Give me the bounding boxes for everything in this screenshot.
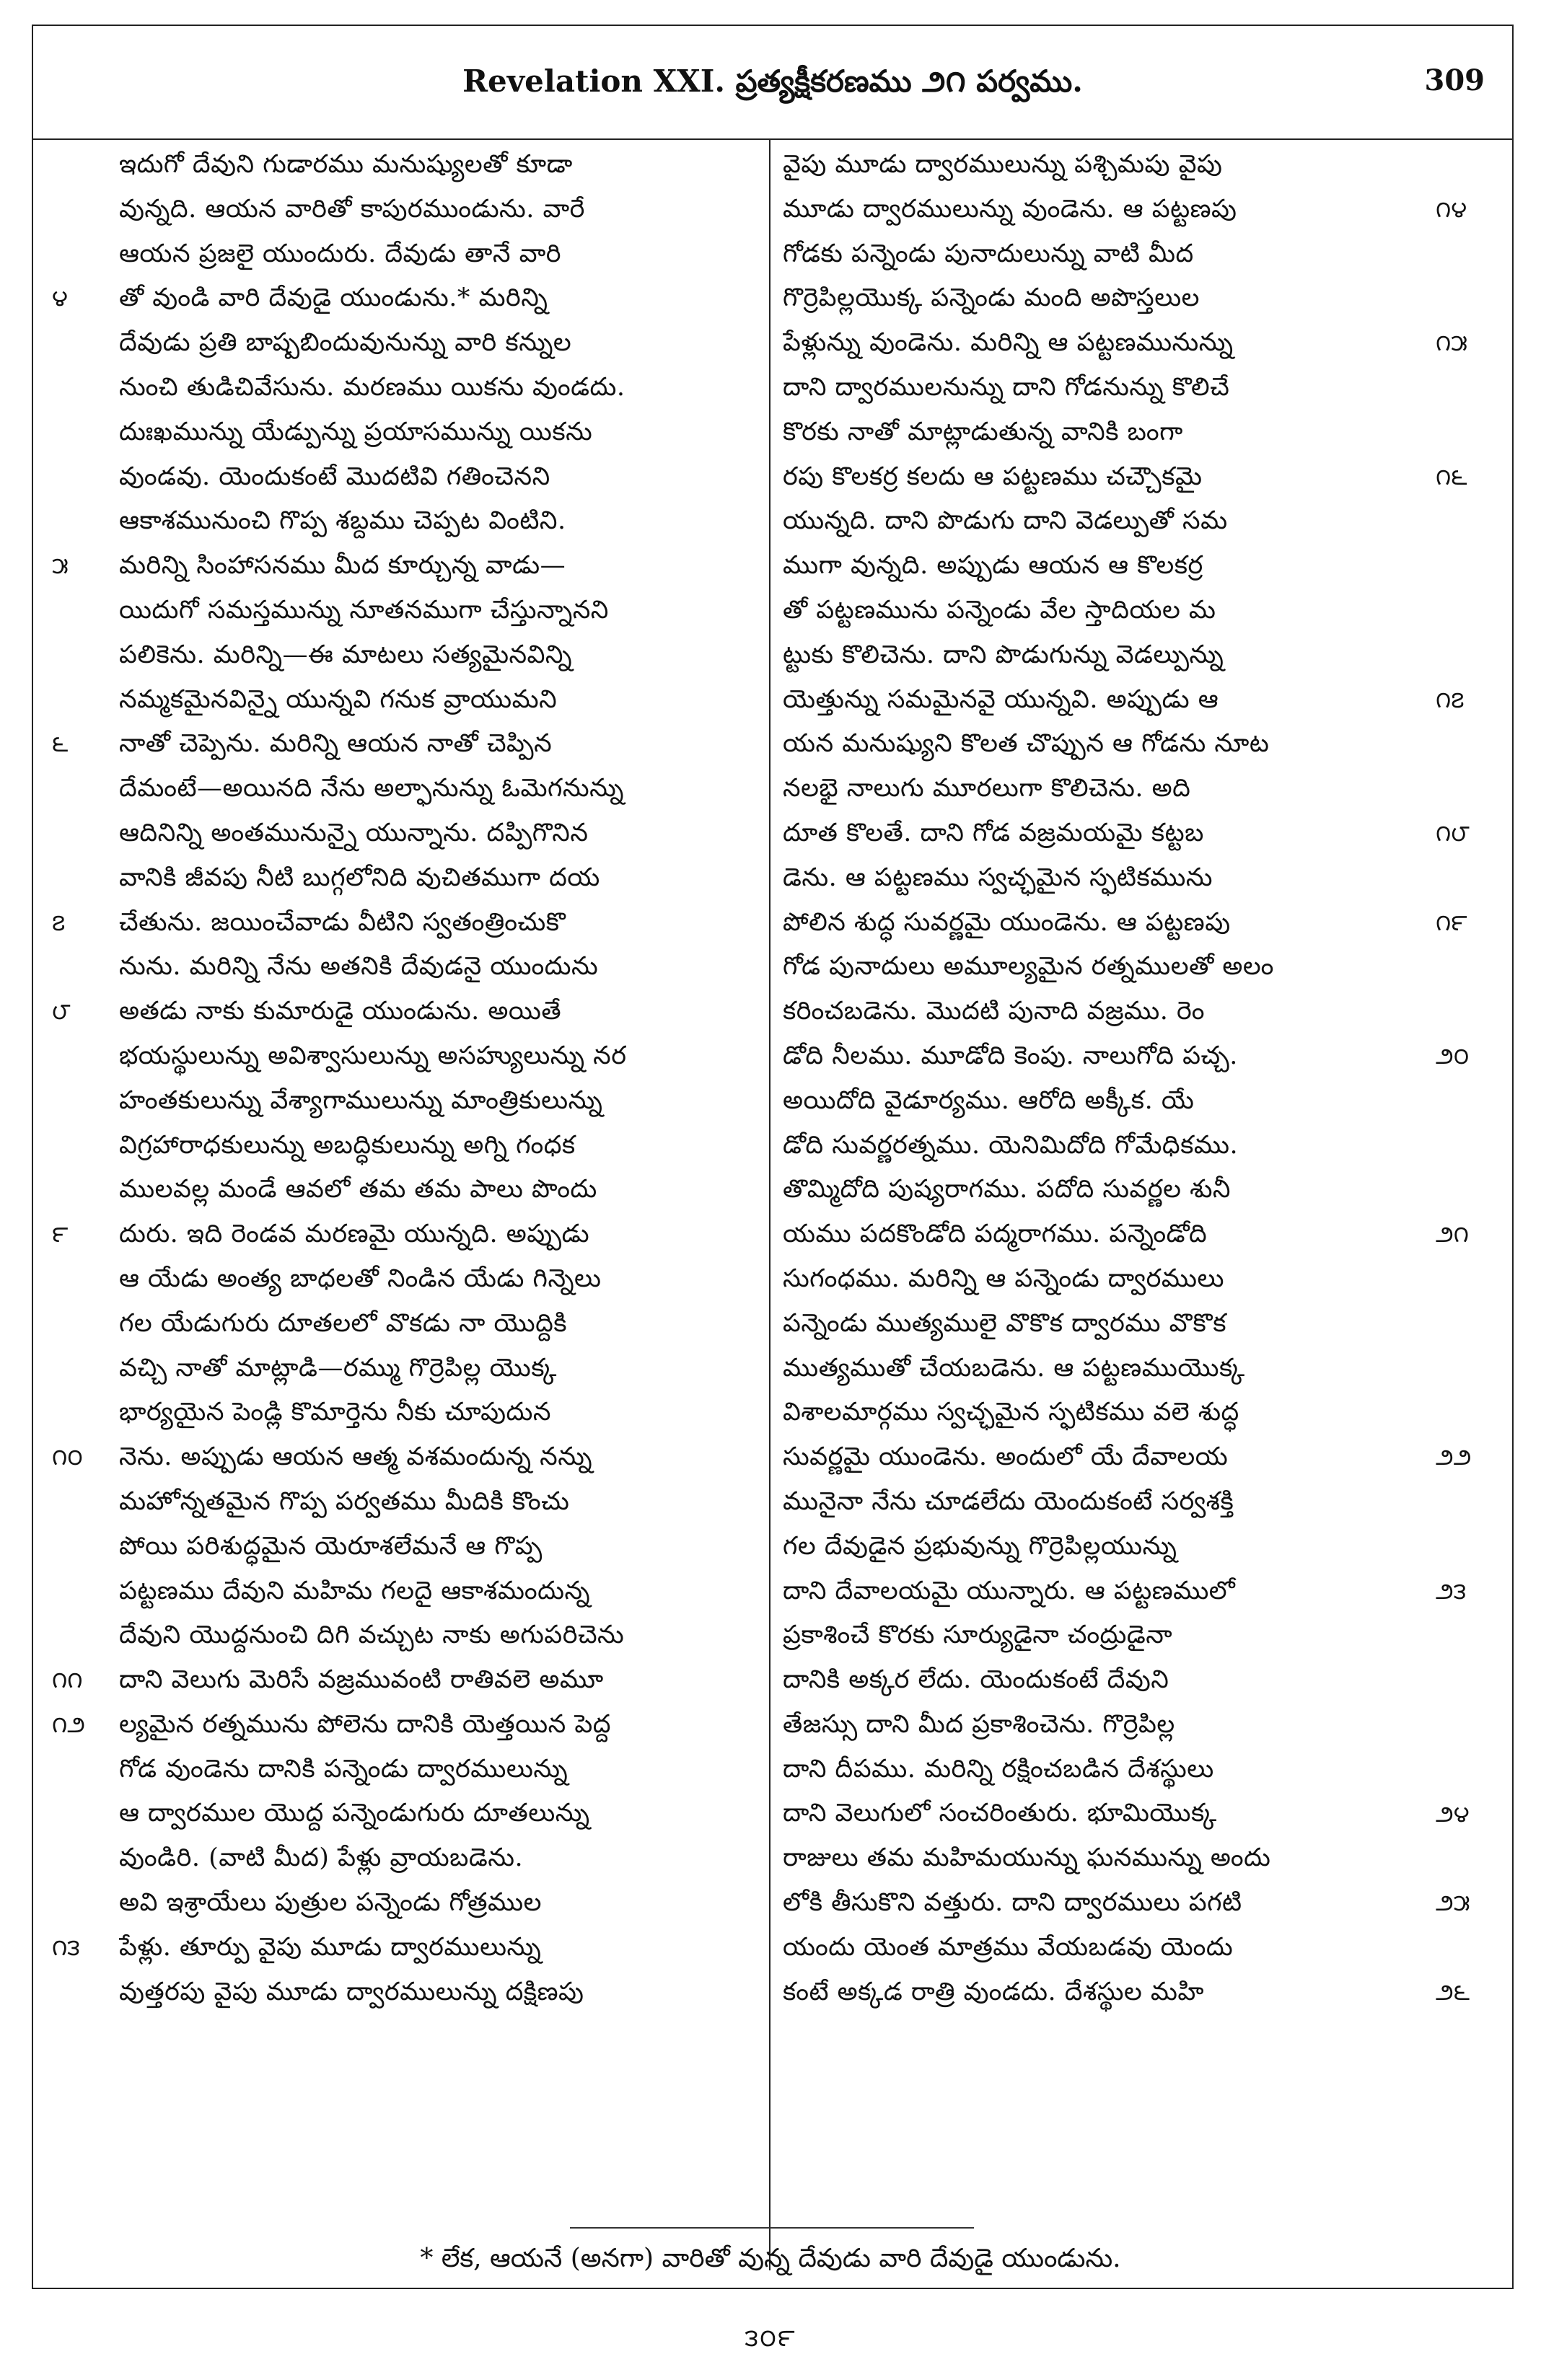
text-line: దేవుని యొద్దనుంచి దిగి వచ్చుట నాకు అగుపరిచెను — [119, 1621, 625, 1650]
text-line: ఆయన ప్రజలై యుందురు. దేవుడు తానే వారి — [119, 239, 562, 268]
verse-number: ౧౬ — [1436, 462, 1467, 490]
text-line: లోకి తీసుకొని వత్తురు. దాని ద్వారములు పగటి — [783, 1888, 1242, 1918]
text-line: యున్నది. దాని పొడుగు దాని వెడల్పుతో సమ — [783, 506, 1228, 536]
text-line: హంతకులున్ను వేశ్యాగాములున్ను మాంత్రికులున్ను — [119, 1085, 603, 1115]
text-line: కంటే అక్కడ రాత్రి వుండదు. దేశస్థుల మహి — [783, 1977, 1205, 2006]
text-line: ల్యమైన రత్నమును పోలెను దానికి యెత్తయిన పెద్ద — [119, 1709, 611, 1739]
verse-number: ౪ — [52, 284, 68, 312]
text-line: తో పట్టణమును పన్నెండు వేల స్తాదియల మ — [783, 595, 1216, 625]
verse-number: ౨౧ — [1436, 1220, 1470, 1248]
verse-number: ౮ — [52, 997, 71, 1026]
text-line: మూడు ద్వారములున్ను వుండెను. ఆ పట్టణపు — [783, 194, 1237, 224]
text-line: రపు కొలకర్ర కలదు ఆ పట్టణము చచ్చౌకమై — [783, 462, 1203, 491]
text-line: అవి ఇశ్రాయేలు పుత్రుల పన్నెండు గోత్రముల — [119, 1888, 542, 1918]
text-line: డెను. ఆ పట్టణము స్వచ్ఛమైన స్ఫటికమును — [783, 863, 1213, 892]
text-line: నును. మరిన్ని నేను అతనికి దేవుడనై యుందును — [119, 952, 599, 982]
footnote: * లేక, ఆయనే (అనగా) వారితో వున్న దేవుడు వారి దేవుడై యుండును. — [420, 2244, 1121, 2273]
text-line: విశాలమార్గము స్వచ్ఛమైన స్ఫటికము వలె శుద్ధ — [783, 1398, 1239, 1427]
text-line: వుండిరి. (వాటి మీద) పేళ్లు వ్రాయబడెను. — [119, 1843, 524, 1873]
text-line: గొర్రెపిల్లయొక్క పన్నెండు మంది అపొస్తలుల — [783, 283, 1200, 313]
text-line: దాని వెలుగులో సంచరింతురు. భూమియొక్క — [783, 1799, 1217, 1828]
text-line: డోది సువర్ణరత్నము. యెనిమిదోది గోమేధికము. — [783, 1130, 1239, 1160]
text-line: కరించబడెను. మొదటి పునాది వజ్రము. రెం — [783, 997, 1205, 1026]
text-line: దానికి అక్కర లేదు. యెందుకంటే దేవుని — [783, 1665, 1169, 1695]
text-line: దాని దేవాలయమై యున్నారు. ఆ పట్టణములో — [783, 1576, 1236, 1605]
text-line: దురు. ఇది రెండవ మరణమై యున్నది. అప్పుడు — [119, 1220, 590, 1249]
text-line: విగ్రహారాధకులున్ను అబద్ధికులున్ను అగ్ని గంధక — [119, 1130, 576, 1160]
verse-number: ౨౦ — [1436, 1042, 1470, 1070]
text-line: సువర్ణమై యుండెను. అందులో యే దేవాలయ — [783, 1442, 1229, 1472]
text-line: దాని వెలుగు మెరిసే వజ్రమువంటి రాతివలె అమూ — [119, 1665, 604, 1695]
verse-number: ౧౮ — [1436, 819, 1470, 847]
verse-number: ౧౯ — [1436, 908, 1467, 936]
text-line: భయస్థులున్ను అవిశ్వాసులున్ను అసహ్యులున్ను నర — [119, 1041, 627, 1070]
text-line: గల యేడుగురు దూతలలో వొకడు నా యొద్దికి — [119, 1308, 568, 1338]
text-line: నమ్మకమైనవిన్నై యున్నవి గనుక వ్రాయుమని — [119, 684, 558, 714]
text-line: ఇదుగో దేవుని గుడారము మనుష్యులతో కూడా — [119, 150, 573, 179]
text-line: యందు యెంత మాత్రము వేయబడవు యెందు — [783, 1932, 1234, 1962]
text-line: రాజులు తమ మహిమయున్ను ఘనమున్ను అందు — [783, 1843, 1271, 1873]
text-line: పోలిన శుద్ధ సువర్ణమై యుండెను. ఆ పట్టణపు — [783, 907, 1231, 937]
folio-signature: ౩౦౯ — [745, 2324, 796, 2353]
text-line: మహోన్నతమైన గొప్ప పర్వతము మీదికి కొంచు — [119, 1486, 570, 1516]
text-line: అయిదోది వైడూర్యము. ఆరోది అక్కీక. యే — [783, 1085, 1195, 1115]
text-line: ఆదినిన్ని అంతమునున్నై యున్నాను. దప్పిగొనిన — [119, 818, 589, 847]
text-line: నుంచి తుడిచివేసును. మరణము యికను వుండదు. — [119, 372, 625, 402]
page-number: 309 — [1424, 63, 1485, 97]
text-line: యిదుగో సమస్తమున్ను నూతనముగా చేస్తున్నానని — [119, 595, 609, 625]
text-line: దుఃఖమున్ను యేడ్పున్ను ప్రయాసమున్ను యికను — [119, 417, 593, 446]
text-line: మునైనా నేను చూడలేదు యెందుకంటే సర్వశక్తి — [783, 1486, 1234, 1516]
verse-number: ౭ — [52, 908, 66, 936]
text-line: ట్టుకు కొలిచెను. దాని పొడుగున్ను వెడల్పున్ను — [783, 640, 1224, 669]
text-line: గోడ వుండెను దానికి పన్నెండు ద్వారములున్ను — [119, 1754, 568, 1784]
text-line: పలికెను. మరిన్ని—ఈ మాటలు సత్యమైనవిన్ని — [119, 640, 572, 669]
text-line: వుండవు. యెందుకంటే మొదటివి గతించెనని — [119, 462, 550, 491]
text-line: ప్రకాశించే కొరకు సూర్యుడైనా చంద్రుడైనా — [783, 1621, 1173, 1650]
footnote-rule — [570, 2227, 974, 2229]
verse-number: ౨౨ — [1436, 1443, 1472, 1471]
verse-number: ౧౭ — [1436, 685, 1465, 713]
verse-number: ౧౦ — [52, 1443, 83, 1471]
verse-number: ౨౪ — [1436, 1799, 1470, 1828]
text-line: డోది నీలము. మూడోది కెంపు. నాలుగోది పచ్చ. — [783, 1041, 1238, 1070]
verse-number: ౯ — [52, 1220, 69, 1248]
text-line: వున్నది. ఆయన వారితో కాపురముండును. వారే — [119, 194, 585, 224]
text-line: గల దేవుడైన ప్రభువున్ను గొర్రెపిల్లయున్ను — [783, 1531, 1177, 1561]
text-line: దేమంటే—అయినది నేను అల్ఫానున్ను ఓమెగనున్ను — [119, 774, 624, 803]
header-rule — [32, 138, 1514, 140]
text-line: దాని దీపము. మరిన్ని రక్షించబడిన దేశస్థులు — [783, 1754, 1214, 1784]
text-line: పన్నెండు ముత్యములై వొకొక ద్వారము వొకొక — [783, 1308, 1226, 1338]
text-line: పోయి పరిశుద్ధమైన యెరూశలేమనే ఆ గొప్ప — [119, 1531, 543, 1561]
verse-number: ౫ — [52, 552, 69, 580]
text-line: వుత్తరపు వైపు మూడు ద్వారములున్ను దక్షిణపు — [119, 1977, 584, 2006]
text-line: వచ్చి నాతో మాట్లాడి—రమ్ము గొర్రెపిల్ల యొక్క — [119, 1353, 557, 1383]
text-line: దాని ద్వారములనున్ను దాని గోడనున్ను కొలిచే — [783, 372, 1230, 402]
text-line: గోడకు పన్నెండు పునాదులున్ను వాటి మీద — [783, 239, 1194, 268]
text-line: ముగా వున్నది. అప్పుడు ఆయన ఆ కొలకర్ర — [783, 551, 1203, 581]
text-line: గోడ పునాదులు అమూల్యమైన రత్నములతో అలం — [783, 952, 1274, 982]
left-text-column — [119, 143, 754, 2014]
text-line: యన మనుష్యుని కొలత చొప్పున ఆ గోడను నూట — [783, 729, 1270, 759]
text-line: సుగంధము. మరిన్ని ఆ పన్నెండు ద్వారములు — [783, 1264, 1224, 1293]
text-line: పట్టణము దేవుని మహిమ గలదై ఆకాశమందున్న — [119, 1576, 590, 1605]
text-line: ముత్యముతో చేయబడెను. ఆ పట్టణముయొక్క — [783, 1353, 1245, 1383]
text-line: యెత్తున్ను సమమైనవై యున్నవి. అప్పుడు ఆ — [783, 684, 1219, 714]
text-line: మరిన్ని సింహాసనము మీద కూర్చున్న వాడు— — [119, 551, 566, 581]
verse-number: ౧౨ — [52, 1711, 86, 1738]
text-line: తేజస్సు దాని మీద ప్రకాశించెను. గొర్రెపిల్ల — [783, 1709, 1175, 1739]
running-title: Revelation XXI. ప్రత్యక్షీకరణము ౨౧ పర్వము. — [462, 63, 1083, 99]
column-divider — [769, 140, 770, 2270]
text-line: నెను. అప్పుడు ఆయన ఆత్మ వశమందున్న నన్ను — [119, 1442, 592, 1472]
text-line: దూత కొలతే. దాని గోడ వజ్రమయమై కట్టబ — [783, 818, 1204, 847]
verse-number: ౧౩ — [52, 1934, 80, 1961]
text-line: వానికి జీవపు నీటి బుగ్గలోనిది వుచితముగా దయ — [119, 863, 600, 892]
text-line: పేళ్లున్ను వుండెను. మరిన్ని ఆ పట్టణమునున్ను — [783, 328, 1234, 358]
running-header — [32, 25, 1514, 140]
text-line: నాతో చెప్పెను. మరిన్ని ఆయన నాతో చెప్పిన — [119, 729, 553, 759]
verse-number: ౨౫ — [1436, 1889, 1470, 1917]
verse-number: ౨౩ — [1436, 1577, 1467, 1605]
text-line: అతడు నాకు కుమారుడై యుండును. అయితే — [119, 997, 562, 1026]
text-line: నలభై నాలుగు మూరలుగా కొలిచెను. అది — [783, 774, 1191, 803]
text-line: ఆ యేడు అంత్య బాధలతో నిండిన యేడు గిన్నెలు — [119, 1264, 602, 1293]
text-line: కొరకు నాతో మాట్లాడుతున్న వానికి బంగా — [783, 417, 1183, 446]
text-line: ఆ ద్వారముల యొద్ద పన్నెండుగురు దూతలున్ను — [119, 1799, 590, 1828]
text-line: భార్యయైన పెండ్లి కొమార్తెను నీకు చూపుదున — [119, 1398, 551, 1427]
text-line: తొమ్మిదోది పుష్యరాగము. పదోది సువర్ణల శునీ — [783, 1175, 1232, 1204]
text-line: వైపు మూడు ద్వారములున్ను పశ్చిమపు వైపు — [783, 150, 1223, 179]
right-text-column — [783, 143, 1432, 2014]
text-line: ఆకాశమునుంచి గొప్ప శబ్దము చెప్పట వింటిని. — [119, 506, 566, 536]
verse-number: ౬ — [52, 730, 69, 758]
text-line: యము పదకొండోది పద్మరాగము. పన్నెండోది — [783, 1220, 1208, 1249]
verse-number: ౧౧ — [52, 1666, 83, 1694]
text-line: తో వుండి వారి దేవుడై యుండును.* మరిన్ని — [119, 283, 548, 313]
verse-number: ౨౬ — [1436, 1978, 1470, 2006]
text-line: ములవల్ల మండే ఆవలో తమ తమ పాలు పొందు — [119, 1175, 597, 1204]
verse-number: ౧౫ — [1436, 329, 1468, 357]
text-line: దేవుడు ప్రతి బాష్పబిందువునున్ను వారి కన్నుల — [119, 328, 572, 358]
text-line: చేతును. జయించేవాడు వీటిని స్వతంత్రించుకొ — [119, 907, 566, 937]
text-line: పేళ్లు. తూర్పు వైపు మూడు ద్వారములున్ను — [119, 1932, 542, 1962]
verse-number: ౧౪ — [1436, 195, 1467, 223]
